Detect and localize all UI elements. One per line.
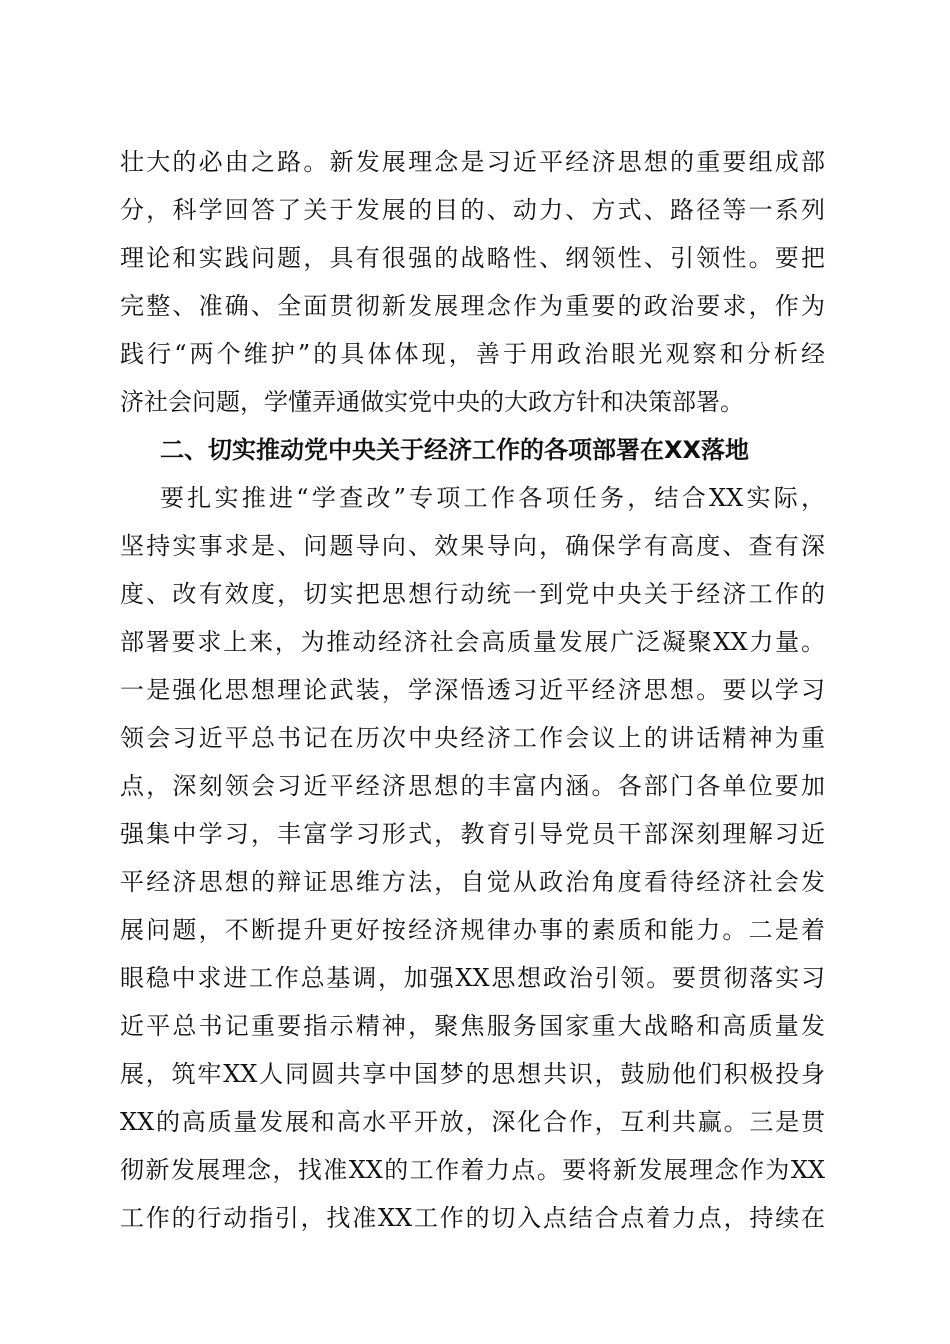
paragraph-2-line: 点，深刻领会习近平经济思想的丰富内涵。各部门各单位要加 xyxy=(120,772,825,800)
paragraph-1-line: 分，科学回答了关于发展的目的、动力、方式、路径等一系列 xyxy=(120,196,825,224)
paragraph-2-line: 部署要求上来，为推动经济社会高质量发展广泛凝聚XX力量。 xyxy=(120,628,825,656)
paragraph-1-line: 壮大的必由之路。新发展理念是习近平经济思想的重要组成部 xyxy=(120,148,825,176)
paragraph-2-line: 强集中学习，丰富学习形式，教育引导党员干部深刻理解习近 xyxy=(120,820,825,848)
paragraph-1-line: 理论和实践问题，具有很强的战略性、纲领性、引领性。要把 xyxy=(120,244,825,272)
paragraph-2-line: 领会习近平总书记在历次中央经济工作会议上的讲话精神为重 xyxy=(120,724,825,752)
paragraph-2-line: XX的高质量发展和高水平开放，深化合作，互利共赢。三是贯 xyxy=(120,1108,825,1136)
paragraph-1-line: 济社会问题，学懂弄通做实党中央的大政方针和决策部署。 xyxy=(120,388,744,416)
paragraph-2-line: 要扎实推进“学查改”专项工作各项任务，结合XX实际， xyxy=(160,484,825,512)
paragraph-2-line: 工作的行动指引，找准XX工作的切入点结合点着力点，持续在 xyxy=(120,1204,825,1232)
paragraph-2-line: 平经济思想的辩证思维方法，自觉从政治角度看待经济社会发 xyxy=(120,868,825,896)
paragraph-1-line: 完整、准确、全面贯彻新发展理念作为重要的政治要求，作为 xyxy=(120,292,825,320)
paragraph-1-line: 践行“两个维护”的具体体现，善于用政治眼光观察和分析经 xyxy=(120,340,825,368)
paragraph-2-line: 展问题，不断提升更好按经济规律办事的素质和能力。二是着 xyxy=(120,916,825,944)
paragraph-2-line: 展，筑牢XX人同圆共享中国梦的思想共识，鼓励他们积极投身 xyxy=(120,1060,825,1088)
paragraph-2-line: 度、改有效度，切实把思想行动统一到党中央关于经济工作的 xyxy=(120,580,825,608)
paragraph-2-line: 坚持实事求是、问题导向、效果导向，确保学有高度、查有深 xyxy=(120,532,825,560)
paragraph-2-line: 一是强化思想理论武装，学深悟透习近平经济思想。要以学习 xyxy=(120,676,825,704)
paragraph-2-line: 近平总书记重要指示精神，聚焦服务国家重大战略和高质量发 xyxy=(120,1012,825,1040)
paragraph-2-line: 彻新发展理念，找准XX的工作着力点。要将新发展理念作为XX xyxy=(120,1156,825,1184)
section-heading: 二、切实推动党中央关于经济工作的各项部署在XX落地 xyxy=(160,436,750,464)
paragraph-2-line: 眼稳中求进工作总基调，加强XX思想政治引领。要贯彻落实习 xyxy=(120,964,825,992)
